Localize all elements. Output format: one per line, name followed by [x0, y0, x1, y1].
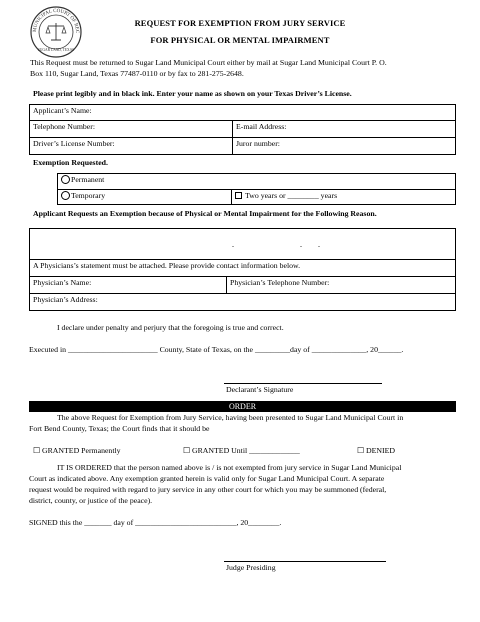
- reason-textbox[interactable]: [29, 228, 456, 260]
- intro-line-2: Box 110, Sugar Land, Texas 77487-0110 or by fax to 281-275-2648.: [30, 69, 244, 78]
- telephone-label: Telephone Number:: [33, 122, 96, 131]
- juror-number-field[interactable]: [233, 138, 456, 155]
- granted-permanently-label: GRANTED Permanently: [41, 446, 121, 455]
- denied-checkbox[interactable]: ☐: [357, 446, 364, 455]
- court-seal-logo: [30, 6, 82, 58]
- executed-line: Executed in _______________________ County, State of Texas, on the _________day of ______________, 20______.: [29, 345, 404, 354]
- physician-phone-field[interactable]: [227, 277, 456, 294]
- form-subtitle: FOR PHYSICAL OR MENTAL IMPAIRMENT: [150, 35, 330, 45]
- email-field[interactable]: [233, 121, 456, 138]
- reason-mark-1: .: [232, 240, 234, 249]
- granted-until-option: [183, 446, 300, 457]
- order-line-2: Fort Bend County, Texas; the Court finds that it should be: [29, 424, 210, 433]
- applicant-name-label: Applicant’s Name:: [33, 106, 92, 115]
- ordered-line-2: Court as indicated above. Any exemption granted herein is valid only for Sugar Land Municipal Court. A separate: [29, 474, 385, 483]
- drivers-license-label: Driver’s License Number:: [33, 139, 115, 148]
- reason-heading: Applicant Requests an Exemption because of Physical or Mental Impairment for the Following Reason.: [33, 209, 377, 218]
- ordered-line-1: IT IS ORDERED that the person named above is / is not exempted from jury service in Sugar Land Municipal: [57, 463, 402, 472]
- physician-address-field[interactable]: [29, 294, 456, 311]
- denied-label: DENIED: [365, 446, 395, 455]
- permanent-row: [57, 173, 456, 189]
- granted-permanently-checkbox[interactable]: ☐: [33, 446, 40, 455]
- reason-mark-2: .: [300, 240, 302, 249]
- judge-signature-line[interactable]: [224, 561, 386, 562]
- order-heading: ORDER: [29, 401, 456, 412]
- temporary-row: [57, 189, 232, 205]
- ordered-line-3: request would be required with regard to jury service in any other court for which you may be summoned (federal,: [29, 485, 387, 494]
- email-label: E-mail Address:: [236, 122, 287, 131]
- years-cell: [232, 189, 456, 205]
- physician-address-label: Physician’s Address:: [33, 295, 98, 304]
- print-instruction: Please print legibly and in black ink. Enter your name as shown on your Texas Driver’s License.: [33, 89, 352, 98]
- declaration-text: I declare under penalty and perjury that the foregoing is true and correct.: [57, 323, 284, 332]
- reason-mark-3: .: [318, 240, 320, 249]
- svg-text:SUGAR LAND, TEXAS: SUGAR LAND, TEXAS: [37, 48, 75, 52]
- two-years-checkbox[interactable]: [235, 192, 242, 199]
- granted-until-label: GRANTED Until _____________: [191, 446, 300, 455]
- drivers-license-field[interactable]: [29, 138, 233, 155]
- granted-permanently-option: [33, 446, 121, 457]
- applicant-name-field[interactable]: [29, 104, 456, 121]
- permanent-radio[interactable]: [61, 175, 70, 184]
- physician-name-label: Physician’s Name:: [33, 278, 92, 287]
- ordered-line-4: district, county, or justice of the peace).: [29, 496, 153, 505]
- physician-name-field[interactable]: [29, 277, 227, 294]
- svg-text:MUNICIPAL COURT OF RECORD: MUNICIPAL COURT OF REC: [32, 8, 80, 34]
- granted-until-checkbox[interactable]: ☐: [183, 446, 190, 455]
- physician-phone-label: Physician’s Telephone Number:: [230, 278, 330, 287]
- declarant-signature-label: Declarant’s Signature: [226, 385, 294, 394]
- juror-number-label: Juror number:: [236, 139, 280, 148]
- temporary-label: Temporary: [71, 191, 106, 200]
- physician-note: A Physicians’s statement must be attached. Please provide contact information below.: [33, 261, 301, 270]
- form-title: REQUEST FOR EXEMPTION FROM JURY SERVICE: [134, 18, 346, 28]
- order-line-1: The above Request for Exemption from Jury Service, having been presented to Sugar Land Municipal Court in: [57, 413, 404, 422]
- intro-line-1: This Request must be returned to Sugar Land Municipal Court either by mail at Sugar Land Municipal Court P. O.: [30, 58, 387, 67]
- signed-line: SIGNED this the _______ day of __________________________, 20________.: [29, 518, 282, 527]
- exemption-heading: Exemption Requested.: [33, 158, 108, 167]
- judge-presiding-label: Judge Presiding: [226, 563, 276, 572]
- declarant-signature-line[interactable]: [224, 383, 382, 384]
- temporary-radio[interactable]: [61, 191, 70, 200]
- physician-note-row: [29, 260, 456, 277]
- years-text: Two years or ________ years: [245, 191, 338, 200]
- telephone-field[interactable]: [29, 121, 233, 138]
- denied-option: [357, 446, 395, 457]
- permanent-label: Permanent: [71, 175, 105, 184]
